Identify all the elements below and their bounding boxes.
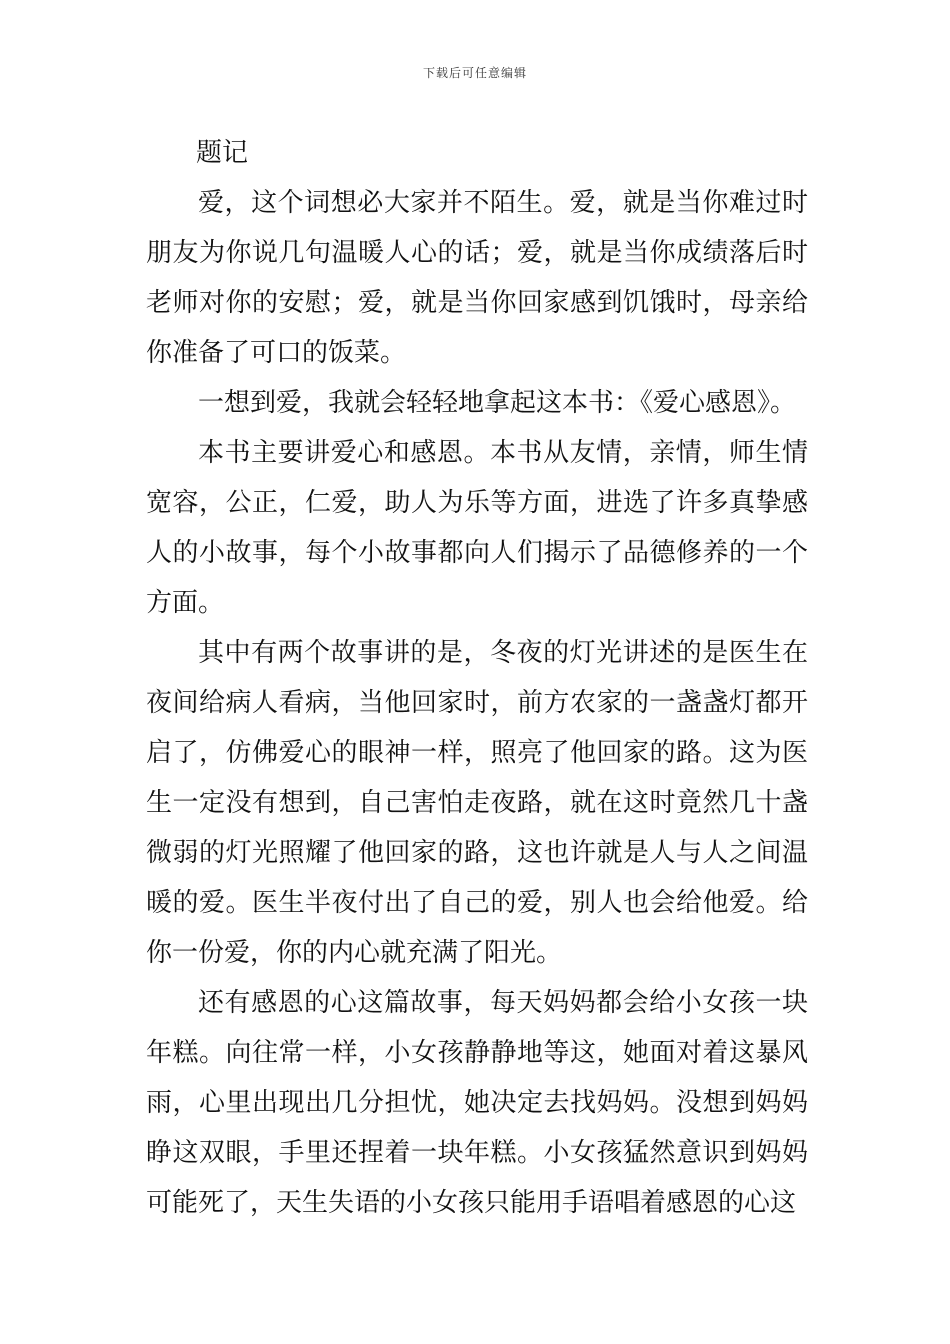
header-note: 下载后可任意编辑 (422, 66, 527, 80)
paragraph: 爱，这个词想必大家并不陌生。爱，就是当你难过时朋友为你说几句温暖人心的话；爱，就是当你成绩落后时老师对你的安慰；爱，就是当你回家感到饥饿时，母亲给你准备了可口的饭菜。 (146, 188, 808, 368)
paragraph: 本书主要讲爱心和感恩。本书从友情，亲情，师生情宽容，公正，仁爱，助人为乐等方面，进选了许多真挚感人的小故事，每个小故事都向人们揭示了品德修养的一个方面。 (146, 438, 808, 618)
document-title: 题记 (196, 138, 249, 168)
document-body (146, 178, 808, 1228)
paragraph: 一想到爱，我就会轻轻地拿起这本书：《爱心感恩》。 (198, 388, 797, 418)
paragraph: 还有感恩的心这篇故事，每天妈妈都会给小女孩一块年糕。向往常一样，小女孩静静地等这，她面对着这暴风雨，心里出现出几分担忧，她决定去找妈妈。没想到妈妈睁这双眼，手里还捏着一块年糕。小女孩猛然意识到妈妈可能死了，天生失语的小女孩只能用手语唱着感恩的心这 (146, 988, 808, 1218)
paragraph: 其中有两个故事讲的是，冬夜的灯光讲述的是医生在夜间给病人看病，当他回家时，前方农家的一盏盏灯都开启了，仿佛爱心的眼神一样，照亮了他回家的路。这为医生一定没有想到，自己害怕走夜路，就在这时竟然几十盏微弱的灯光照耀了他回家的路，这也许就是人与人之间温暖的爱。医生半夜付出了自己的爱，别人也会给他爱。给你一份爱，你的内心就充满了阳光。 (146, 638, 808, 968)
